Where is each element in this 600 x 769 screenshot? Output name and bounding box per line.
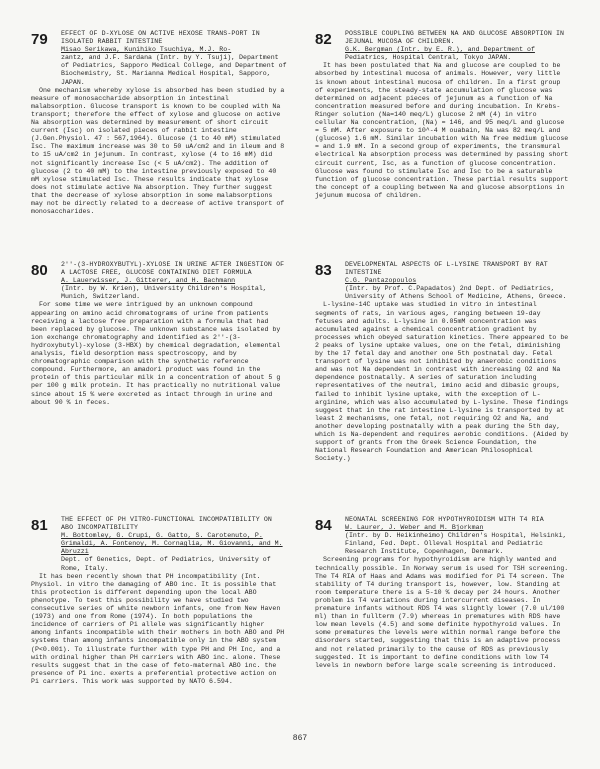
abstract-body: It has been postulated that Na and glucose are coupled to be absorbed by intestinal mucosa of animals. However, very little is known about intestinal mucosa of children. In a first group of experiments, the steady-state accumulation of glucose was determined on adjacent pieces of jejunum as a function of Na concentration measured before and during incubation. In Krebs-Ringer solution (Na=140 meq/L) glucose 2 mM (4) in vitro cellular Na concentration, (Na) = 146, and 95 meq/L and glucose = 5 mM. After exposure to 10^-4 M ouabain, Na was 82 meq/L and (glucose) 1.6 mM. Similar incubation with Na free medium glucose = and 1.9 mM. In a second group of experiments, the transmural electrical Na absorption process was determined by passing short circuit current, Isc, as a function of glucose concentration. Glucose was found to stimulate Isc and Isc to be a saturable function of glucose concentration. These partial results support the concept of a coupling between Na and glucose absorptions in jejunum mucosa of children.	[315, 62, 569, 199]
abstract-authors: A. Lauerwisser, J. Gitterer, and H. Bachmann	[61, 277, 236, 285]
abstract-number: 82	[315, 31, 332, 48]
abstract-number: 79	[31, 31, 48, 48]
abstract-affiliation: Pediatrics, Hospital Central, Tokyo JAPAN.	[345, 54, 512, 62]
abstract-body: L-lysine-14C uptake was studied in vitro in intestinal segments of rats, in various ages, ranging between 19-day fetuses and adults. L-lysine in 0.05mM concentration was accumulated against a chemical concentration gradient by processes which obeyed saturation kinetics. There appeared to be 2 peaks of lysine uptake values, one on the fetal, diminishing by the 17 fetal day and another one 5th postnatal day. Fetal transport of lysine was not inhibited by anaerobic conditions and was not Na dependent in contrast with increasing O2 and Na dependence postnatally. A series of saturation including representatives of the neutral, imino acid and dibasic groups, failed to inhibit lysine uptake, with the exception of L-arginine, which was also accumulated by L-lysine. These findings suggest that in the rat intestine L-lysine is transported by at least 2 mechanisms, one fetal, not requiring O2 and Na, and another developing postnatally with a peak during the 5th day, which is Na-dependent and requires aerobic conditions. (Aided by support of grants from the Greek Science Foundation, the National Research Foundation and American Philosophical Society.)	[315, 301, 569, 463]
abstract-title: POSSIBLE COUPLING BETWEEN NA AND GLUCOSE ABSORPTION IN JEJUNAL MUCOSA OF CHILDREN.	[345, 30, 565, 46]
abstract-affiliation: (Intr. by D. Heikinheimo) Children's Hospital, Helsinki, Finland, Fed. Dept. Olleval Hospital and Pediatric Research Institute, Copenhagen, Denmark.	[345, 532, 567, 556]
abstract-79	[31, 30, 287, 216]
abstract-title: EFFECT OF D-XYLOSE ON ACTIVE HEXOSE TRANS-PORT IN ISOLATED RABBIT INTESTINE	[61, 30, 260, 46]
page-number: 867	[292, 734, 308, 743]
abstract-affiliation: Dept. of Genetics, Dept. of Pediatrics, University of Rome, Italy.	[61, 556, 271, 572]
abstract-81	[31, 516, 287, 686]
abstract-title: 2''-(3-HYDROXYBUTYL)-XYLOSE IN URINE AFTER INGESTION OF A LACTOSE FREE, GLUCOSE CONTAINING DIET FORMULA	[61, 261, 285, 277]
abstract-number: 80	[31, 262, 48, 279]
abstract-title: NEONATAL SCREENING FOR HYPOTHYROIDISM WITH T4 RIA	[345, 516, 544, 523]
abstract-number: 83	[315, 262, 332, 279]
abstract-affiliation: (Intr. by Prof. C.Papadatos) 2nd Dept. of Pediatrics, University of Athens School of Medicine, Athens, Greece.	[345, 285, 567, 301]
abstract-number: 81	[31, 517, 48, 534]
abstract-affiliation: zantz, and J.F. Sardana (Intr. by Y. Tsuji), Department of Pediatrics, Sapporo Medical College, and Department of Biochemistry, St. Marianna Medical Hospital, Sapporo, JAPAN.	[61, 54, 287, 86]
abstract-body: It has been recently shown that PH incompatibility (Int. Physiol. in vitro the damaging of ABO inc. It is possible that this protection is different depending upon the local ABO phenotype. To test this possibility we have studied two consecutive series of white newborn infants, one from New Haven (1973) and one from Rome (1974). In both populations the incidence of carriers of Pi allele was significantly higher among infants incompatible with their mothers in both ABO and PH systems than among infants incompatible only in the ABO system (P<0.001). To illustrate further with type PH and PH Inc, and a with ordinal higher than PH carriers with ABO inc. alone. These results suggest that in the case of feto-maternal ABO inc. the presence of Pi inc. exerts a preferential protective action on Pi carriers. This work was supported by NATO 6.594.	[31, 572, 285, 685]
abstract-title: DEVELOPMENTAL ASPECTS OF L-LYSINE TRANSPORT BY RAT INTESTINE	[345, 261, 548, 277]
abstract-82	[315, 30, 571, 200]
abstract-authors: G.K. Bergman (Intr. by E. R.), and Department of	[345, 46, 535, 54]
abstract-80	[31, 261, 287, 407]
abstract-body: One mechanism whereby xylose is absorbed has been studied by a measure of monosaccharide absorption in intestinal malabsorption. Glucose transport is known to be coupled with Na transport; therefore the effect of xylose and glucose on active Na absorption was determined by measurement of short circuit current (Isc) on isolated pieces of rabbit intestine (J.Gen.Physiol. 47 : 567,1964). Glucose (1 to 40 mM) stimulated Isc. The maximum increase was 30 to 50 uA/cm2 and in ileum and 8 to 15 uA/cm2 in jejunum. In contrast, xylose (4 to 16 mM) did not significantly increase Isc (< 5 uA/cm2). The addition of glucose (2 to 40 mM) to the intestine previously exposed to 40 mM xylose stimulated Isc. These results indicate that xylose does not stimulate active Na absorption. They further suggest that the decrease of xylose absorption in some malabsorptions may not be directly related to a decrease of active transport of monosaccharides.	[31, 86, 285, 216]
abstract-authors: C.G. Pantazopoulos	[345, 277, 417, 285]
abstract-authors: M. Bottomley, G. Crupi, G. Gatto, S. Carotenuto, P. Grimaldi, A. Fontenoy, M. Cornaglia, M. Giovanni, and M. Abruzzi	[61, 532, 283, 556]
abstract-body: Screening programs for hypothyroidism are highly wanted and technically possible. In Norway serum is used for TSH screening. The T4 RIA of Haas and Adams was modified for Pi T4 screen. The stability of T4 during transport is, however, low. Standing at room temperature there is a 5-10 % decay per 24 hours. Another problem is T4 variations during intercurrent diseases. In premature infants without RDS T4 was slightly lower (7.0 ul/100 ml) than in fullterm (7.9) whereas in prematures with RDS have low mean levels (4.5) and some definite hypothyroid values. In some prematures the levels were within normal range before the disorders started, suggesting that this is an adaptive process and not related primarily to the cause of RDS as previously suggested. It is important to define conditions with low T4 levels in newborn before large scale screening is introduced.	[315, 556, 569, 669]
abstract-authors: W. Laurer, J. Weber and M. Bjorkman	[345, 524, 484, 532]
abstract-83	[315, 261, 571, 463]
abstract-number: 84	[315, 517, 332, 534]
abstract-84	[315, 516, 571, 670]
abstract-authors: Misao Serikawa, Kunihiko Tsuchiya, M.J. Ro-	[61, 46, 232, 54]
abstract-affiliation: (Intr. by W. Krien), University Children's Hospital, Munich, Switzerland.	[61, 285, 267, 301]
abstract-title: THE EFFECT OF PH VITRO-FUNCTIONAL INCOMPATIBILITY ON ABO INCOMPATIBILITY	[61, 516, 272, 532]
abstract-body: For some time we were intrigued by an unknown compound appearing on amino acid chromatograms of urine from patients receiving a lactose free preparation with a formula that had been replaced by glucose. The unknown substance was isolated by ion exchange chromatography and identified as 2''-(3-hydroxybutyl)-xylose (3-HBX) by chemical degradation, elemental analysis, field desorption mass spectroscopy, and by chromatographic comparison with the synthetic reference compound. Furthermore, an amadori product was found in the protein of this particular milk in a concentration of about 5 g per 100 g milk protein. It has practically no nutritional value since about 15 % were excreted as intact through in urine and about 90 % in feces.	[31, 301, 281, 406]
